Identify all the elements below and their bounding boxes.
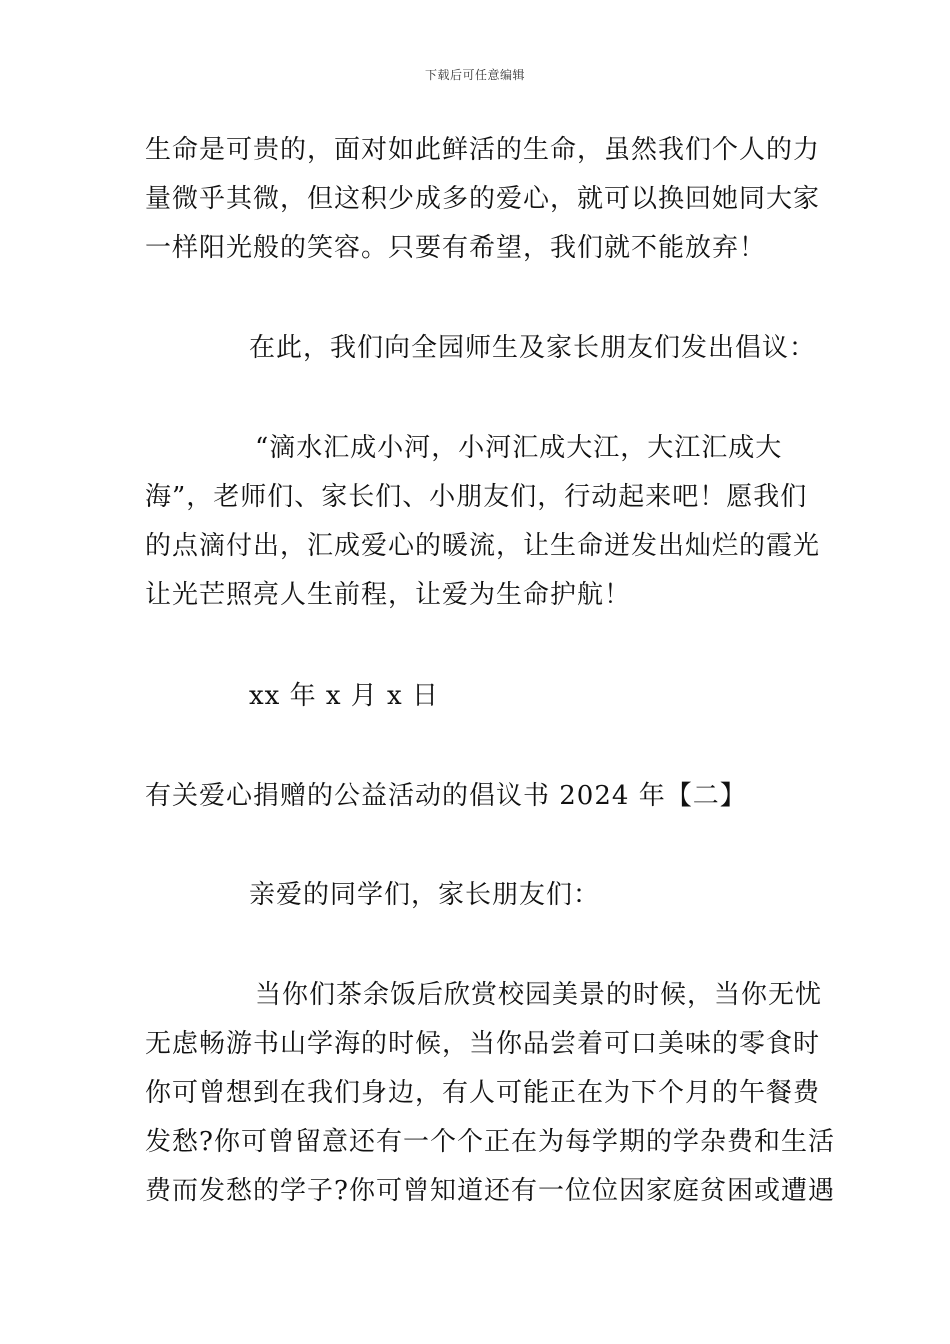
salutation bbox=[145, 871, 807, 920]
salutation-text: 亲爱的同学们，家长朋友们： bbox=[249, 880, 601, 910]
date-text: xx 年 x 月 x 日 bbox=[249, 681, 439, 711]
paragraph-line: 的点滴付出，汇成爱心的暖流，让生命迸发出灿烂的霞光 bbox=[145, 531, 821, 561]
date-line bbox=[145, 672, 807, 721]
paragraph-line: 在此，我们向全园师生及家长朋友们发出倡议： bbox=[249, 333, 817, 363]
paragraph-line: 生命是可贵的，面对如此鲜活的生命，虽然我们个人的力 bbox=[145, 135, 821, 165]
paragraph-line: 让光芒照亮人生前程，让爱为生命护航！ bbox=[145, 580, 632, 610]
paragraph-2 bbox=[145, 324, 817, 373]
paragraph-line: 费而发愁的学子?你可曾知道还有一位位因家庭贫困或遭遇 bbox=[145, 1176, 835, 1206]
paragraph-1 bbox=[145, 126, 821, 273]
paragraph-line: 无虑畅游书山学海的时候，当你品尝着可口美味的零食时 bbox=[145, 1029, 821, 1059]
paragraph-line: 你可曾想到在我们身边，有人可能正在为下个月的午餐费 bbox=[145, 1078, 821, 1108]
paragraph-3 bbox=[145, 424, 821, 620]
paragraph-line: 当你们茶余饭后欣赏校园美景的时候，当你无忧 bbox=[255, 980, 823, 1010]
paragraph-line: 量微乎其微，但这积少成多的爱心，就可以换回她同大家 bbox=[145, 184, 821, 214]
page-header-note: 下载后可任意编辑 bbox=[424, 68, 525, 82]
section-title-text: 有关爱心捐赠的公益活动的倡议书 2024 年【二】 bbox=[145, 781, 747, 811]
paragraph-line: “滴水汇成小河，小河汇成大江，大江汇成大 bbox=[255, 433, 783, 463]
paragraph-line: 发愁?你可曾留意还有一个个正在为每学期的学杂费和生活 bbox=[145, 1127, 835, 1157]
section-title bbox=[145, 772, 807, 821]
paragraph-line: 一样阳光般的笑容。只要有希望，我们就不能放弃！ bbox=[145, 233, 767, 263]
paragraph-line: 海”，老师们、家长们、小朋友们，行动起来吧！愿我们 bbox=[145, 482, 808, 512]
paragraph-4 bbox=[145, 971, 835, 1216]
